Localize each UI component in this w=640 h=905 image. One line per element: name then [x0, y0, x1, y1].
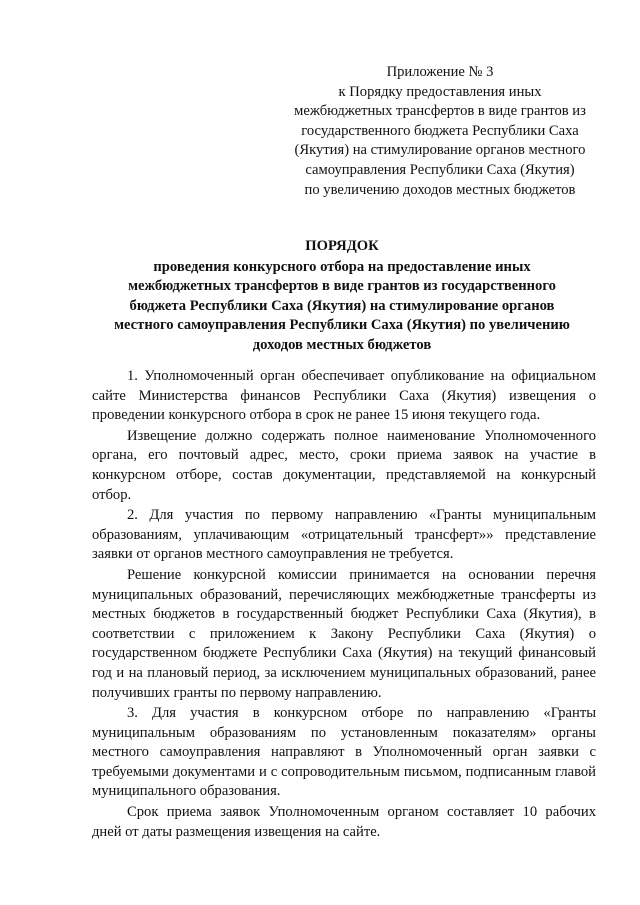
body-paragraph: Срок приема заявок Уполномоченным органом составляет 10 рабочих дней от даты размещения извещения на сайте.	[92, 804, 596, 840]
title-line: проведения конкурсного отбора на предоставление иных	[153, 258, 531, 275]
appendix-line: Приложение № 3	[386, 64, 494, 80]
appendix-line: государственного бюджета Республики Саха	[301, 122, 579, 139]
body-paragraph: 1. Уполномоченный орган обеспечивает опубликование на официальном сайте Министерства финансов Республики Саха (Якутия) извещения о проведении конкурсного отбора в срок не ранее 15 июня текущего года.	[92, 368, 596, 424]
document-body	[92, 367, 596, 843]
body-paragraph: 2. Для участия по первому направлению «Гранты муниципальным образованиям, уплачивающим «отрицательный трансферт»» представление заявки от органов местного самоуправления не требуется.	[92, 507, 596, 563]
appendix-line: по увеличению доходов местных бюджетов	[304, 181, 576, 198]
title-line: бюджета Республики Саха (Якутия) на стимулирование органов	[129, 297, 555, 314]
appendix-line: самоуправления Республики Саха (Якутия)	[305, 161, 575, 178]
appendix-line: межбюджетных трансфертов в виде грантов из	[294, 103, 586, 120]
title-line: межбюджетных трансфертов в виде грантов из государственного	[128, 278, 556, 295]
appendix-line: к Порядку предоставления иных	[338, 83, 542, 100]
appendix-block	[270, 63, 610, 200]
title-heading: ПОРЯДОК	[305, 238, 379, 254]
body-paragraph: 3. Для участия в конкурсном отборе по направлению «Гранты муниципальным образованиям по установленным показателям» органы местного самоуправления направляют в Уполномоченный орган заявки с требуемыми документами и с сопроводительным письмом, подписанным главой муниципального образования.	[92, 705, 596, 800]
title-line: доходов местных бюджетов	[252, 336, 432, 353]
document-title	[88, 237, 596, 356]
appendix-line: (Якутия) на стимулирование органов местного	[294, 142, 586, 159]
title-line: местного самоуправления Республики Саха (Якутия) по увеличению	[114, 317, 570, 334]
body-paragraph: Решение конкурсной комиссии принимается на основании перечня муниципальных образований, перечисляющих межбюджетные трансферты из местных бюджетов в государственный бюджет Республики Саха (Якутия), в соответствии с приложением к Закону Республики Саха (Якутия) о государственном бюджете Республики Саха (Якутия) на текущий финансовый год и на плановый период, за исключением муниципальных образований, ранее получивших гранты по первому направлению.	[92, 566, 596, 701]
body-paragraph: Извещение должно содержать полное наименование Уполномоченного органа, его почтовый адрес, место, сроки приема заявок на участие в конкурсном отборе, состав документации, представляемой на конкурсный отбор.	[92, 427, 596, 503]
